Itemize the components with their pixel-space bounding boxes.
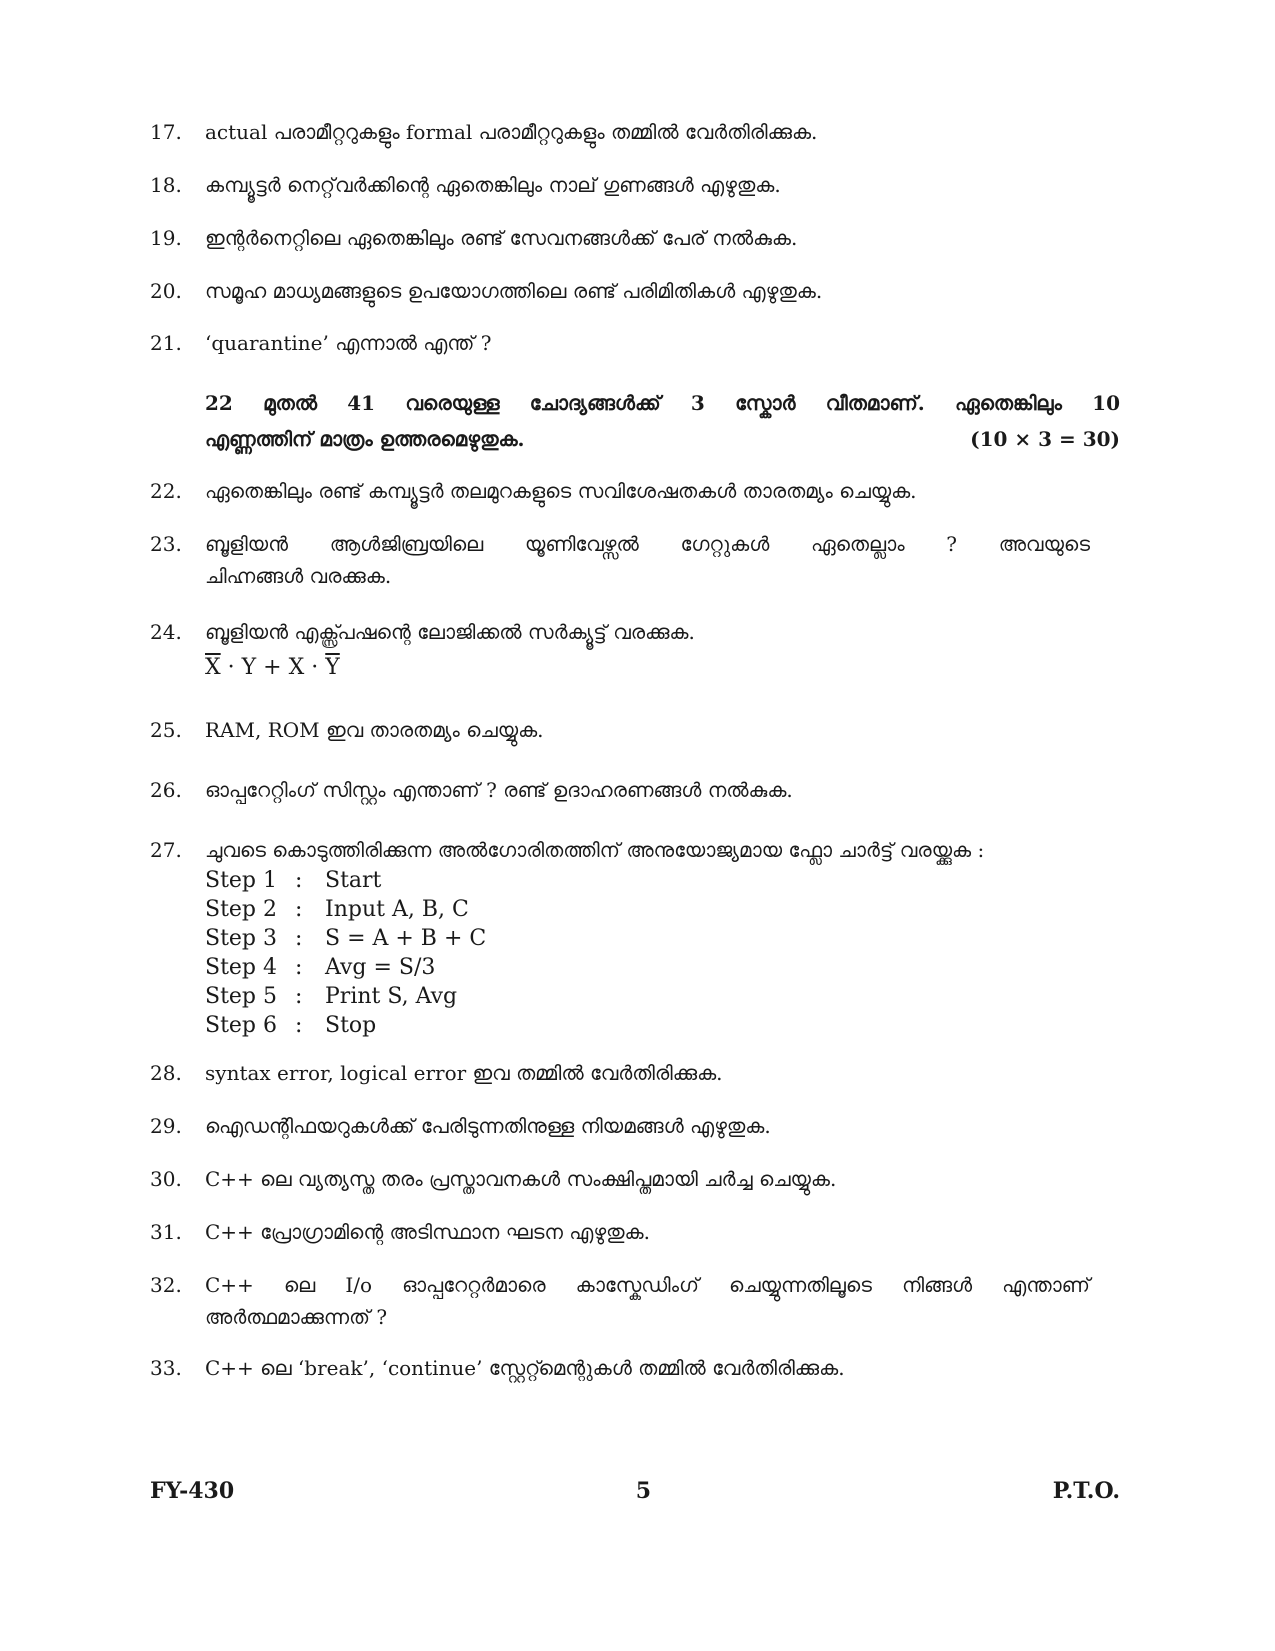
step-label: Step 2 bbox=[205, 897, 278, 922]
question-text: RAM, ROM ഇവ താരതമ്യം ചെയ്യുക. bbox=[205, 718, 544, 742]
question-number: 31. bbox=[150, 1220, 182, 1244]
section-instruction bbox=[205, 385, 1120, 457]
instruction-marks: (10 × 3 = 30) bbox=[970, 427, 1120, 451]
question-text: C++ ലെ വ്യത്യസ്ത തരം പ്രസ്താവനകൾ സംക്ഷിപ്തമായി ചർച്ച ചെയ്യുക. bbox=[205, 1167, 837, 1191]
step-row bbox=[205, 982, 1090, 1011]
question-text: ഏതെങ്കിലും രണ്ട് കമ്പ്യൂട്ടർ തലമുറകളുടെ സവിശേഷതകൾ താരതമ്യം ചെയ്യുക. bbox=[205, 479, 917, 503]
expr-middle: · Y + X · bbox=[220, 655, 326, 680]
question-number: 28. bbox=[150, 1061, 182, 1085]
step-label: Step 1 bbox=[205, 868, 278, 893]
step-sep: : bbox=[295, 984, 303, 1009]
question-text: ബൂളിയൻ എക്സ്പ്രഷന്റെ ലോജിക്കൽ സർക്യൂട്ട് വരക്കുക. bbox=[205, 620, 695, 644]
step-value: Start bbox=[325, 868, 382, 893]
question-29 bbox=[150, 1110, 1090, 1142]
question-number: 18. bbox=[150, 173, 182, 197]
question-number: 26. bbox=[150, 778, 182, 802]
algorithm-steps bbox=[205, 866, 1090, 1040]
step-label: Step 3 bbox=[205, 926, 278, 951]
question-text: കമ്പ്യൂട്ടർ നെറ്റ്‌വർക്കിന്റെ ഏതെങ്കിലും നാല് ഗുണങ്ങൾ എഴുതുക. bbox=[205, 173, 781, 197]
question-22 bbox=[150, 475, 1090, 507]
step-row bbox=[205, 895, 1090, 924]
question-text: ഓപ്പറേറ്റിംഗ് സിസ്റ്റം എന്താണ് ? രണ്ട് ഉദാഹരണങ്ങൾ നൽകുക. bbox=[205, 778, 793, 802]
step-sep: : bbox=[295, 868, 303, 893]
question-text: actual പരാമീറ്ററുകളും formal പരാമീറ്ററുകളും തമ്മിൽ വേർതിരിക്കുക. bbox=[205, 120, 818, 144]
question-number: 21. bbox=[150, 331, 182, 355]
paper-code: FY-430 bbox=[150, 1478, 235, 1504]
question-number: 19. bbox=[150, 226, 182, 250]
question-text: ‘quarantine’ എന്നാൽ എന്ത് ? bbox=[205, 331, 492, 355]
question-17 bbox=[150, 116, 1090, 148]
step-sep: : bbox=[295, 926, 303, 951]
question-25 bbox=[150, 714, 1090, 746]
question-text-line-1: ബൂളിയൻ ആൾജിബ്രയിലെ യൂണിവേഴ്സൽ ഗേറ്റുകൾ ഏതെല്ലാം ? അവയുടെ bbox=[205, 532, 1090, 556]
step-value: Stop bbox=[325, 1013, 377, 1038]
question-24 bbox=[150, 616, 1090, 688]
question-text: syntax error, logical error ഇവ തമ്മിൽ വേർതിരിക്കുക. bbox=[205, 1061, 723, 1085]
step-row bbox=[205, 866, 1090, 895]
step-row bbox=[205, 953, 1090, 982]
boolean-expression bbox=[205, 648, 1090, 688]
instruction-line-2: എണ്ണത്തിന് മാത്രം ഉത്തരമെഴുതുക. bbox=[205, 427, 525, 451]
step-sep: : bbox=[295, 955, 303, 980]
question-number: 27. bbox=[150, 838, 182, 862]
step-label: Step 6 bbox=[205, 1013, 278, 1038]
question-text: സമൂഹ മാധ്യമങ്ങളുടെ ഉപയോഗത്തിലെ രണ്ട് പരിമിതികൾ എഴുതുക. bbox=[205, 279, 823, 303]
question-number: 24. bbox=[150, 620, 182, 644]
question-26 bbox=[150, 774, 1090, 806]
question-32 bbox=[150, 1269, 1090, 1333]
question-27 bbox=[150, 834, 1090, 1040]
question-28 bbox=[150, 1057, 1090, 1089]
question-31 bbox=[150, 1216, 1090, 1248]
question-number: 33. bbox=[150, 1356, 182, 1380]
step-value: Avg = S/3 bbox=[325, 955, 436, 980]
question-number: 29. bbox=[150, 1114, 182, 1138]
question-text-line-1: C++ ലെ I/o ഓപ്പറേറ്റർമാരെ കാസ്കേഡിംഗ് ചെയ്യുന്നതിലൂടെ നിങ്ങൾ എന്താണ് bbox=[205, 1273, 1090, 1297]
question-text-line-2: അർത്ഥമാക്കുന്നത് ? bbox=[205, 1305, 388, 1329]
step-label: Step 5 bbox=[205, 984, 278, 1009]
step-row bbox=[205, 1011, 1090, 1040]
question-number: 32. bbox=[150, 1273, 182, 1297]
step-value: Input A, B, C bbox=[325, 897, 469, 922]
step-sep: : bbox=[295, 897, 303, 922]
step-row bbox=[205, 924, 1090, 953]
question-text-line-2: ചിഹ്നങ്ങൾ വരക്കുക. bbox=[205, 564, 392, 588]
expr-x-bar: $\overline{X}$ bbox=[205, 655, 221, 680]
question-number: 17. bbox=[150, 120, 182, 144]
question-text: C++ പ്രോഗ്രാമിന്റെ അടിസ്ഥാന ഘടന എഴുതുക. bbox=[205, 1220, 650, 1244]
question-21 bbox=[150, 327, 1090, 359]
question-33 bbox=[150, 1352, 1090, 1384]
step-value: S = A + B + C bbox=[325, 926, 487, 951]
question-number: 30. bbox=[150, 1167, 182, 1191]
question-18 bbox=[150, 169, 1090, 201]
page-number: 5 bbox=[635, 1478, 652, 1504]
question-23 bbox=[150, 528, 1090, 592]
question-20 bbox=[150, 275, 1090, 307]
page-footer bbox=[150, 1478, 1120, 1504]
question-number: 23. bbox=[150, 532, 182, 556]
step-label: Step 4 bbox=[205, 955, 278, 980]
question-number: 22. bbox=[150, 479, 182, 503]
question-text: ഇന്റർനെറ്റിലെ ഏതെങ്കിലും രണ്ട് സേവനങ്ങൾക്ക് പേര് നൽകുക. bbox=[205, 226, 798, 250]
step-value: Print S, Avg bbox=[325, 984, 458, 1009]
question-text: ഐഡന്റിഫയറുകൾക്ക് പേരിടുന്നതിനുള്ള നിയമങ്ങൾ എഴുതുക. bbox=[205, 1114, 771, 1138]
question-30 bbox=[150, 1163, 1090, 1195]
instruction-line-1: 22 മുതൽ 41 വരെയുള്ള ചോദ്യങ്ങൾക്ക് 3 സ്കോർ വീതമാണ്. ഏതെങ്കിലും 10 bbox=[205, 391, 1120, 415]
question-text: ചുവടെ കൊടുത്തിരിക്കുന്ന അൽഗോരിതത്തിന് അനുയോജ്യമായ ഫ്ലോ ചാർട്ട് വരയ്ക്കുക : bbox=[205, 838, 985, 862]
pto-label: P.T.O. bbox=[1052, 1478, 1120, 1504]
question-number: 20. bbox=[150, 279, 182, 303]
question-19 bbox=[150, 222, 1090, 254]
expr-y-bar: $\overline{Y}$ bbox=[325, 655, 340, 680]
question-number: 25. bbox=[150, 718, 182, 742]
question-text: C++ ലെ ‘break’, ‘continue’ സ്റ്റേറ്റ്മെന്റുകൾ തമ്മിൽ വേർതിരിക്കുക. bbox=[205, 1356, 845, 1380]
step-sep: : bbox=[295, 1013, 303, 1038]
